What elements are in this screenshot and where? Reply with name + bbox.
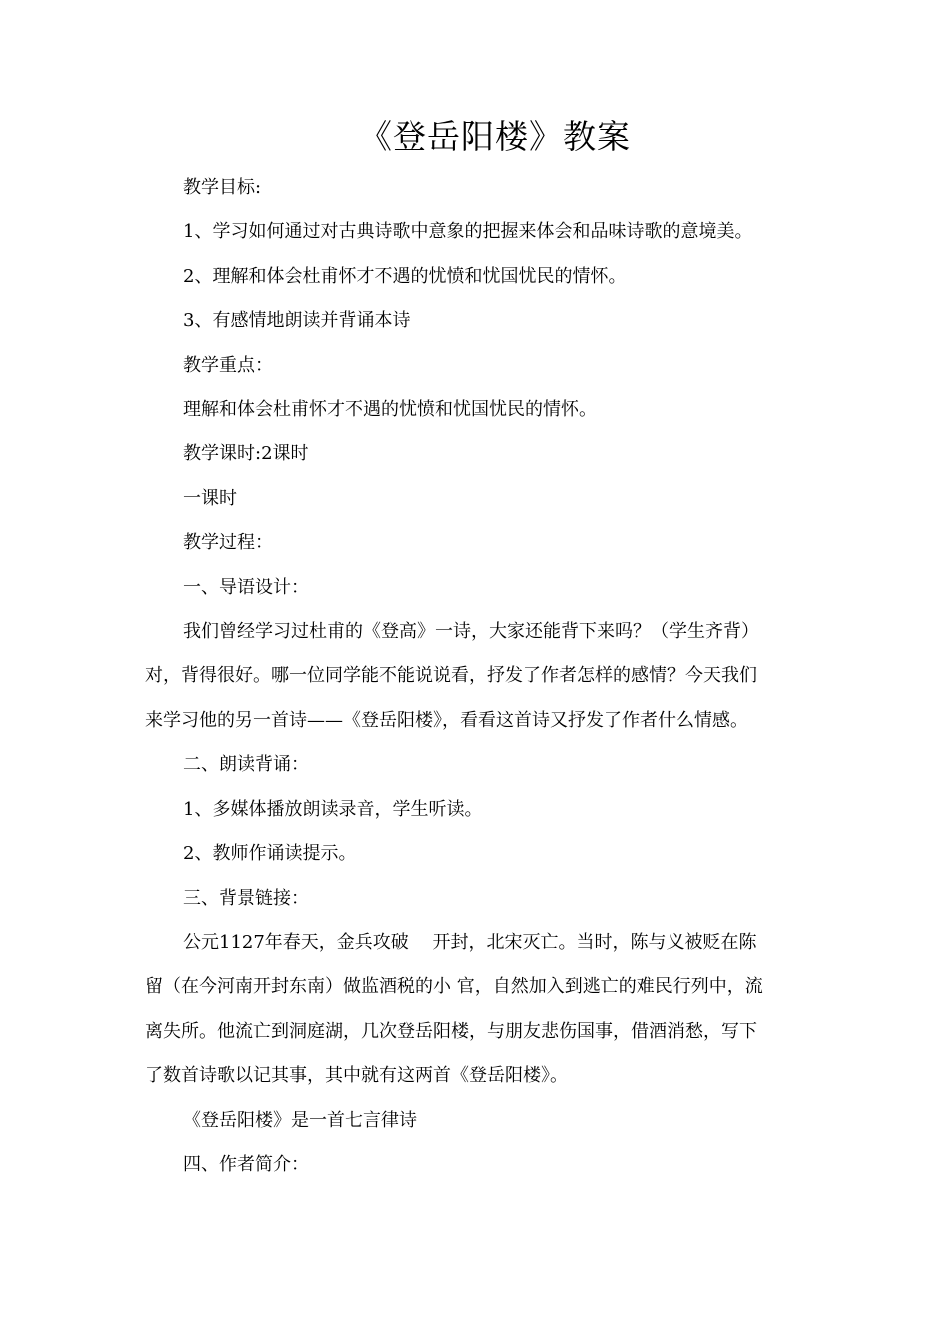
- intro-line-1: 我们曾经学习过杜甫的《登高》一诗，大家还能背下来吗？（学生齐背）: [183, 621, 759, 643]
- poem-form-line: 《登岳阳楼》是一首七言律诗: [183, 1109, 417, 1131]
- key-point-text: 理解和体会杜甫怀才不遇的忧愤和忧国忧民的情怀。: [183, 399, 597, 421]
- intro-line-3: 来学习他的另一首诗——《登岳阳楼》，看看这首诗又抒发了作者什么情感。: [145, 709, 748, 731]
- background-line-1: 公元1127年春天，金兵攻破 开封，北宋灭亡。当时，陈与义被贬在陈: [183, 931, 757, 953]
- reading-item-1: 1、多媒体播放朗读录音，学生听读。: [183, 798, 483, 820]
- background-line-4: 了数首诗歌以记其事，其中就有这两首《登岳阳楼》。: [145, 1065, 568, 1087]
- objective-item-1: 1、学习如何通过对古典诗歌中意象的把握来体会和品味诗歌的意境美。: [183, 221, 753, 243]
- objective-item-2: 2、理解和体会杜甫怀才不遇的忧愤和忧国忧民的情怀。: [183, 265, 627, 287]
- section-heading-key-points: 教学重点：: [183, 354, 273, 376]
- subsection-heading-reading: 二、朗读背诵：: [183, 754, 309, 776]
- background-line-2: 留（在今河南开封东南）做监酒税的小 官，自然加入到逃亡的难民行列中，流: [145, 976, 763, 998]
- document-title: 《登岳阳楼》教案: [359, 117, 631, 156]
- section-heading-objectives: 教学目标:: [183, 177, 262, 198]
- subsection-heading-intro: 一、导语设计：: [183, 576, 309, 598]
- section-heading-process: 教学过程：: [183, 532, 273, 554]
- objective-item-3: 3、有感情地朗读并背诵本诗: [183, 310, 411, 332]
- reading-item-2: 2、教师作诵读提示。: [183, 843, 357, 865]
- subsection-heading-author: 四、作者简介：: [183, 1153, 309, 1175]
- background-line-3: 离失所。他流亡到洞庭湖，几次登岳阳楼，与朋友悲伤国事，借酒消愁，写下: [145, 1020, 757, 1042]
- first-period-line: 一课时: [183, 487, 237, 509]
- intro-line-2: 对，背得很好。哪一位同学能不能说说看，抒发了作者怎样的感情？今天我们: [145, 665, 757, 687]
- background-paragraph: [145, 921, 807, 1099]
- document-body: [145, 166, 807, 1187]
- subsection-heading-background: 三、背景链接：: [183, 887, 309, 909]
- intro-paragraph: [145, 610, 807, 743]
- class-hours-line: 教学课时:2课时: [183, 443, 309, 465]
